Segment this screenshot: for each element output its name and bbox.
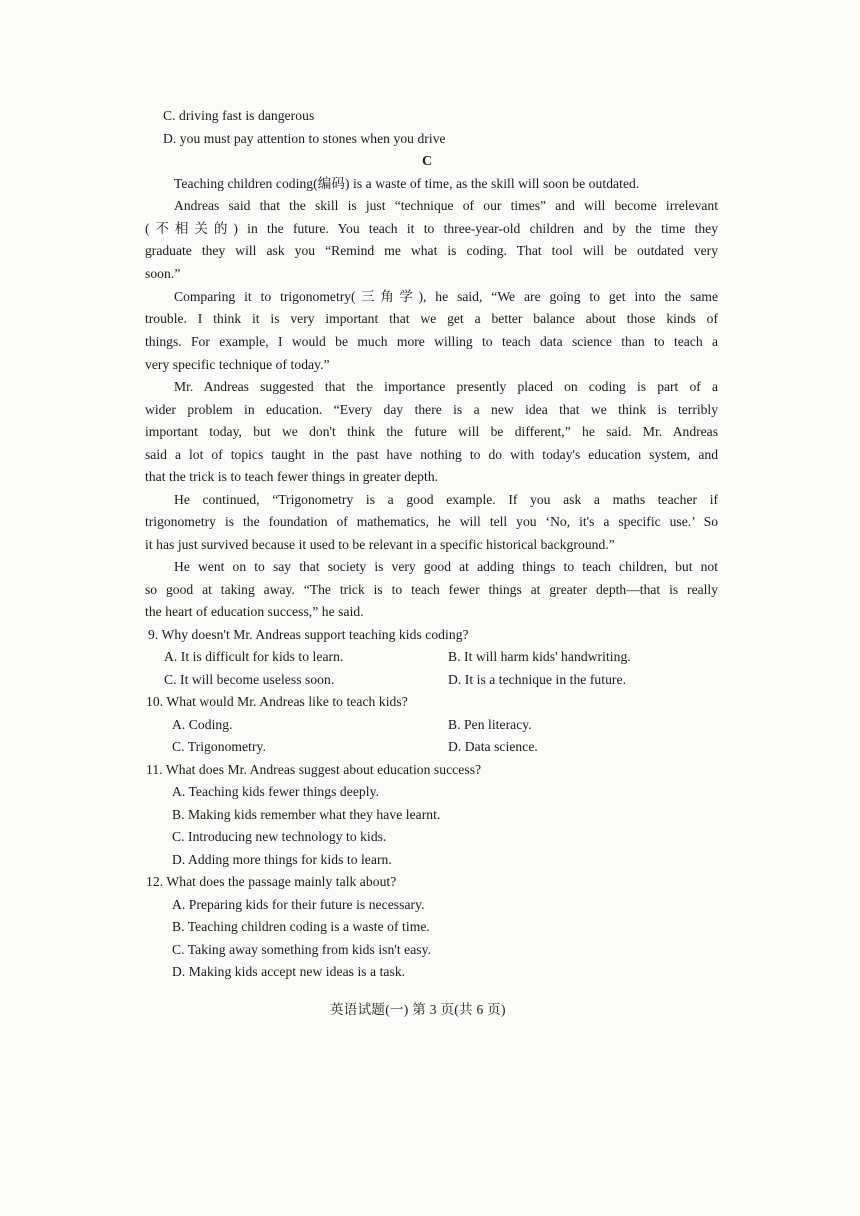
- passage-paragraph-2-line: soon.”: [145, 266, 181, 281]
- passage-paragraph-1: Teaching children coding(编码) is a waste of time, as the skill will soon be outdated.: [174, 176, 640, 191]
- passage-paragraph-4-line: important today, but we don't think the future will be different,” he said. Mr. Andreas: [145, 424, 718, 439]
- page-footer: 英语试题(一) 第 3 页(共 6 页): [330, 1002, 506, 1017]
- question-10-option-a: A. Coding.: [172, 717, 233, 732]
- passage-paragraph-5-line: it has just survived because it used to be relevant in a specific historical background.”: [145, 537, 615, 552]
- question-9-option-c: C. It will become useless soon.: [164, 672, 335, 687]
- question-9-option-b: B. It will harm kids' handwriting.: [448, 649, 631, 664]
- question-12-option-a: A. Preparing kids for their future is necessary.: [172, 897, 425, 912]
- question-11-option-d: D. Adding more things for kids to learn.: [172, 852, 392, 867]
- question-10-option-b: B. Pen literacy.: [448, 717, 532, 732]
- previous-option-c: C. driving fast is dangerous: [163, 108, 315, 123]
- passage-paragraph-3-line: Comparing it to trigonometry(三角学), he said, “We are going to get into the same: [174, 289, 718, 304]
- passage-paragraph-3-line: very specific technique of today.”: [145, 357, 330, 372]
- question-10-option-d: D. Data science.: [448, 739, 538, 754]
- passage-paragraph-2-line: graduate they will ask you “Remind me what is coding. That tool will be outdated very: [145, 243, 718, 258]
- passage-paragraph-6-line: He went on to say that society is very good at adding things to teach children, but not: [174, 559, 718, 574]
- question-9-stem: 9. Why doesn't Mr. Andreas support teaching kids coding?: [148, 627, 469, 642]
- passage-paragraph-2-line: (不相关的) in the future. You teach it to three-year-old children and by the time they: [145, 221, 718, 236]
- passage-paragraph-6-line: so good at taking away. “The trick is to teach fewer things at greater depth—that is really: [145, 582, 718, 597]
- previous-option-d: D. you must pay attention to stones when you drive: [163, 131, 446, 146]
- question-12-option-b: B. Teaching children coding is a waste of time.: [172, 919, 430, 934]
- question-12-stem: 12. What does the passage mainly talk about?: [146, 874, 397, 889]
- question-11-option-b: B. Making kids remember what they have learnt.: [172, 807, 441, 822]
- passage-paragraph-3-line: trouble. I think it is very important that we get a better balance about those kinds of: [145, 311, 718, 326]
- question-11-option-a: A. Teaching kids fewer things deeply.: [172, 784, 380, 799]
- passage-paragraph-5-line: trigonometry is the foundation of mathematics, he will tell you ‘No, it's a specific use.’ So: [145, 514, 718, 529]
- passage-paragraph-6-line: the heart of education success,” he said.: [145, 604, 364, 619]
- question-12-option-d: D. Making kids accept new ideas is a task.: [172, 964, 406, 979]
- section-heading: C: [422, 154, 433, 169]
- passage-paragraph-4-line: wider problem in education. “Every day there is a new idea that we think is terribly: [145, 402, 718, 417]
- question-9-option-a: A. It is difficult for kids to learn.: [164, 649, 344, 664]
- passage-paragraph-4-line: Mr. Andreas suggested that the importance presently placed on coding is part of a: [174, 379, 718, 394]
- passage-paragraph-3-line: things. For example, I would be much more willing to teach data science than to teach a: [145, 334, 718, 349]
- question-10-stem: 10. What would Mr. Andreas like to teach kids?: [146, 694, 408, 709]
- passage-paragraph-2-line: Andreas said that the skill is just “technique of our times” and will become irrelevant: [174, 198, 718, 213]
- question-11-stem: 11. What does Mr. Andreas suggest about education success?: [146, 762, 482, 777]
- question-9-option-d: D. It is a technique in the future.: [448, 672, 627, 687]
- question-10-option-c: C. Trigonometry.: [172, 739, 266, 754]
- passage-paragraph-5-line: He continued, “Trigonometry is a good example. If you ask a maths teacher if: [174, 492, 718, 507]
- question-12-option-c: C. Taking away something from kids isn't easy.: [172, 942, 432, 957]
- passage-paragraph-4-line: said a lot of topics taught in the past have nothing to do with today's education system, and: [145, 447, 718, 462]
- question-11-option-c: C. Introducing new technology to kids.: [172, 829, 387, 844]
- passage-paragraph-4-line: that the trick is to teach fewer things in greater depth.: [145, 469, 439, 484]
